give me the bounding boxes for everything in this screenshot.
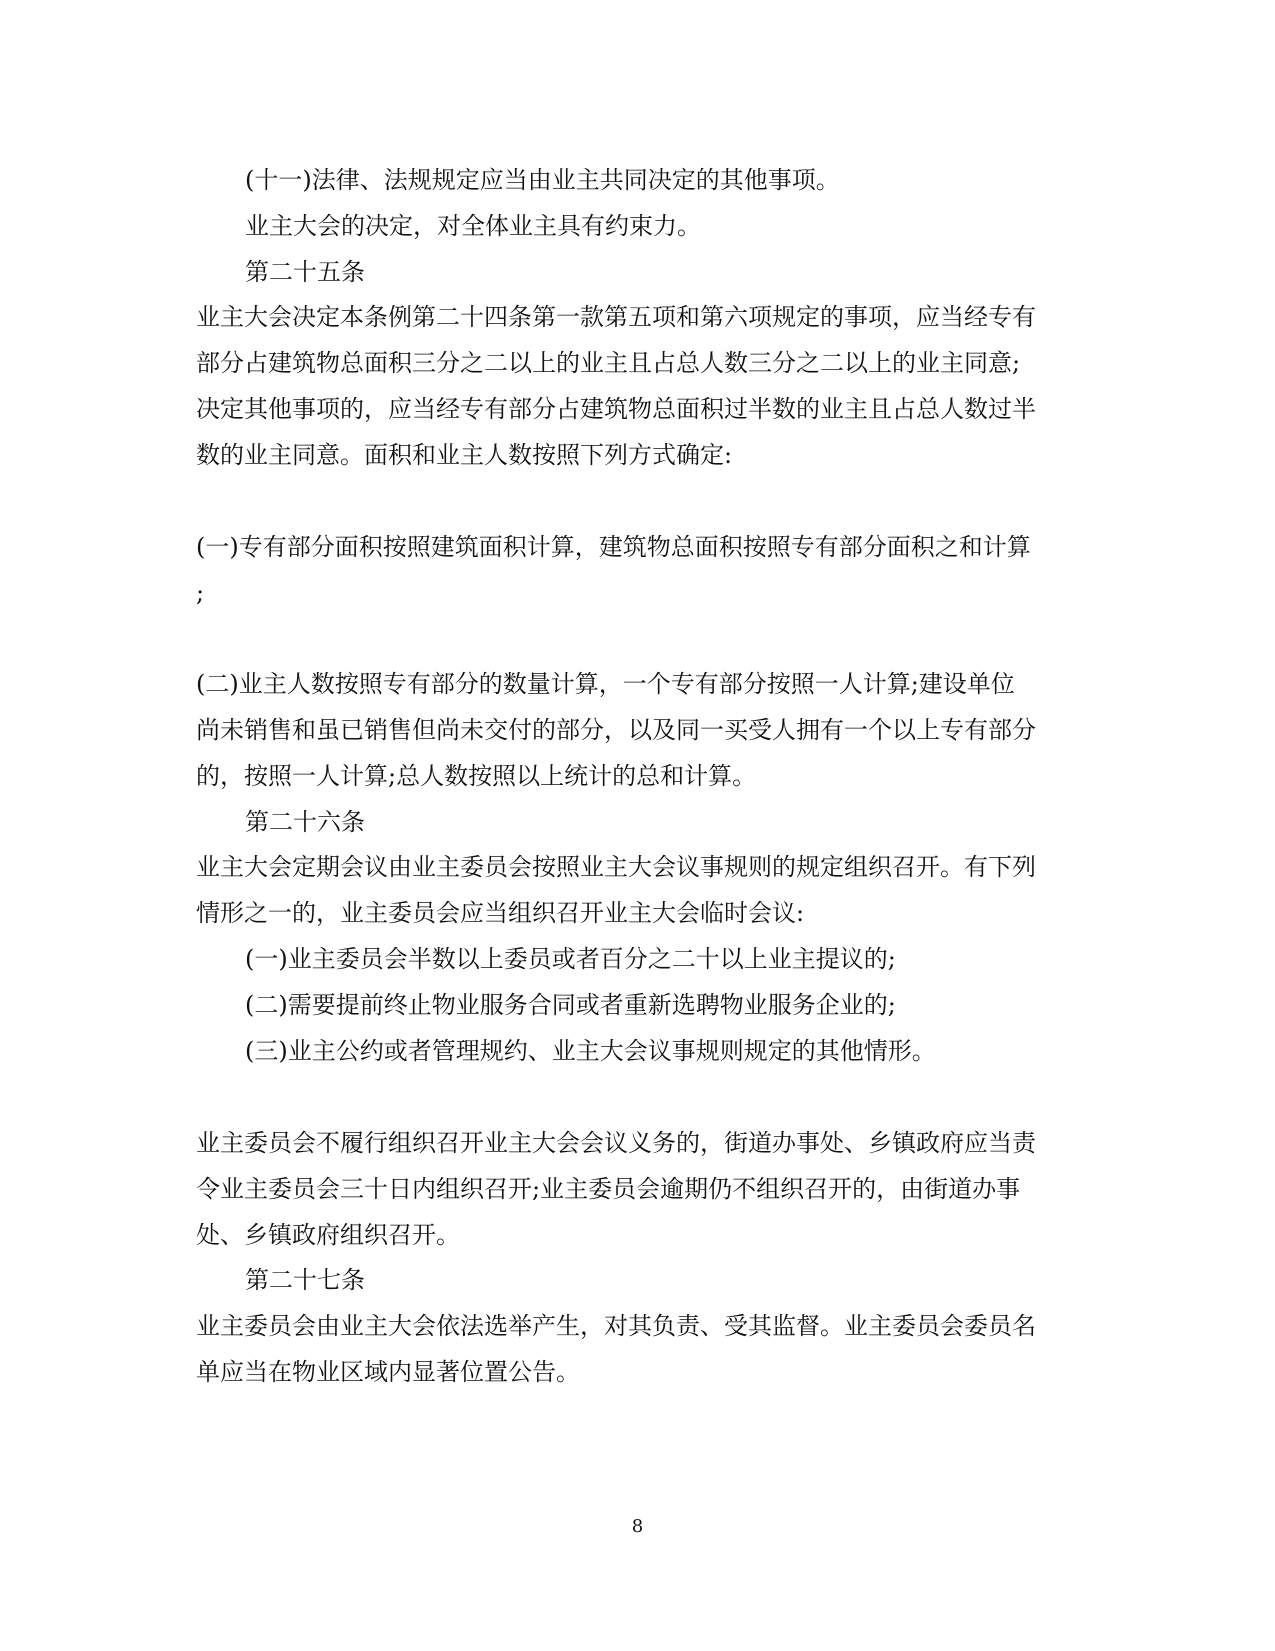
text-line: 令业主委员会三十日内组织召开;业主委员会逾期仍不组织召开的，由街道办事 [196, 1175, 1021, 1203]
text-line: (一)业主委员会半数以上委员或者百分之二十以上业主提议的; [245, 945, 896, 973]
text-line: 业主大会定期会议由业主委员会按照业主大会议事规则的规定组织召开。有下列 [196, 853, 1036, 881]
text-line: 数的业主同意。面积和业主人数按照下列方式确定: [196, 441, 733, 469]
text-line: 情形之一的，业主委员会应当组织召开业主大会临时会议: [196, 899, 805, 927]
text-line: 处、乡镇政府组织召开。 [196, 1221, 460, 1249]
text-line: (十一)法律、法规规定应当由业主共同决定的其他事项。 [245, 166, 840, 194]
article-heading: 第二十七条 [245, 1266, 365, 1294]
text-line: 决定其他事项的，应当经专有部分占建筑物总面积过半数的业主且占总人数过半 [196, 395, 1036, 423]
text-line: (二)业主人数按照专有部分的数量计算，一个专有部分按照一人计算;建设单位 [196, 670, 1015, 698]
text-line: 业主委员会不履行组织召开业主大会会议义务的，街道办事处、乡镇政府应当责 [196, 1129, 1036, 1157]
text-line: (三)业主公约或者管理规约、业主大会议事规则规定的其他情形。 [245, 1037, 936, 1065]
text-line: 业主委员会由业主大会依法选举产生，对其负责、受其监督。业主委员会委员名 [196, 1312, 1036, 1340]
article-heading: 第二十六条 [245, 808, 365, 836]
text-line: ; [196, 579, 205, 607]
page-number: 8 [631, 1516, 644, 1537]
text-line: 单应当在物业区域内显著位置公告。 [196, 1358, 580, 1386]
text-line: 的，按照一人计算;总人数按照以上统计的总和计算。 [196, 762, 757, 790]
text-line: (二)需要提前终止物业服务合同或者重新选聘物业服务企业的; [245, 991, 896, 1019]
article-heading: 第二十五条 [245, 258, 365, 286]
text-line: 尚未销售和虽已销售但尚未交付的部分，以及同一买受人拥有一个以上专有部分 [196, 716, 1036, 744]
text-line: 业主大会的决定，对全体业主具有约束力。 [245, 212, 701, 240]
text-line: 部分占建筑物总面积三分之二以上的业主且占总人数三分之二以上的业主同意; [196, 349, 1021, 377]
text-line: 业主大会决定本条例第二十四条第一款第五项和第六项规定的事项，应当经专有 [196, 303, 1036, 331]
text-line: (一)专有部分面积按照建筑面积计算，建筑物总面积按照专有部分面积之和计算 [196, 533, 1031, 561]
